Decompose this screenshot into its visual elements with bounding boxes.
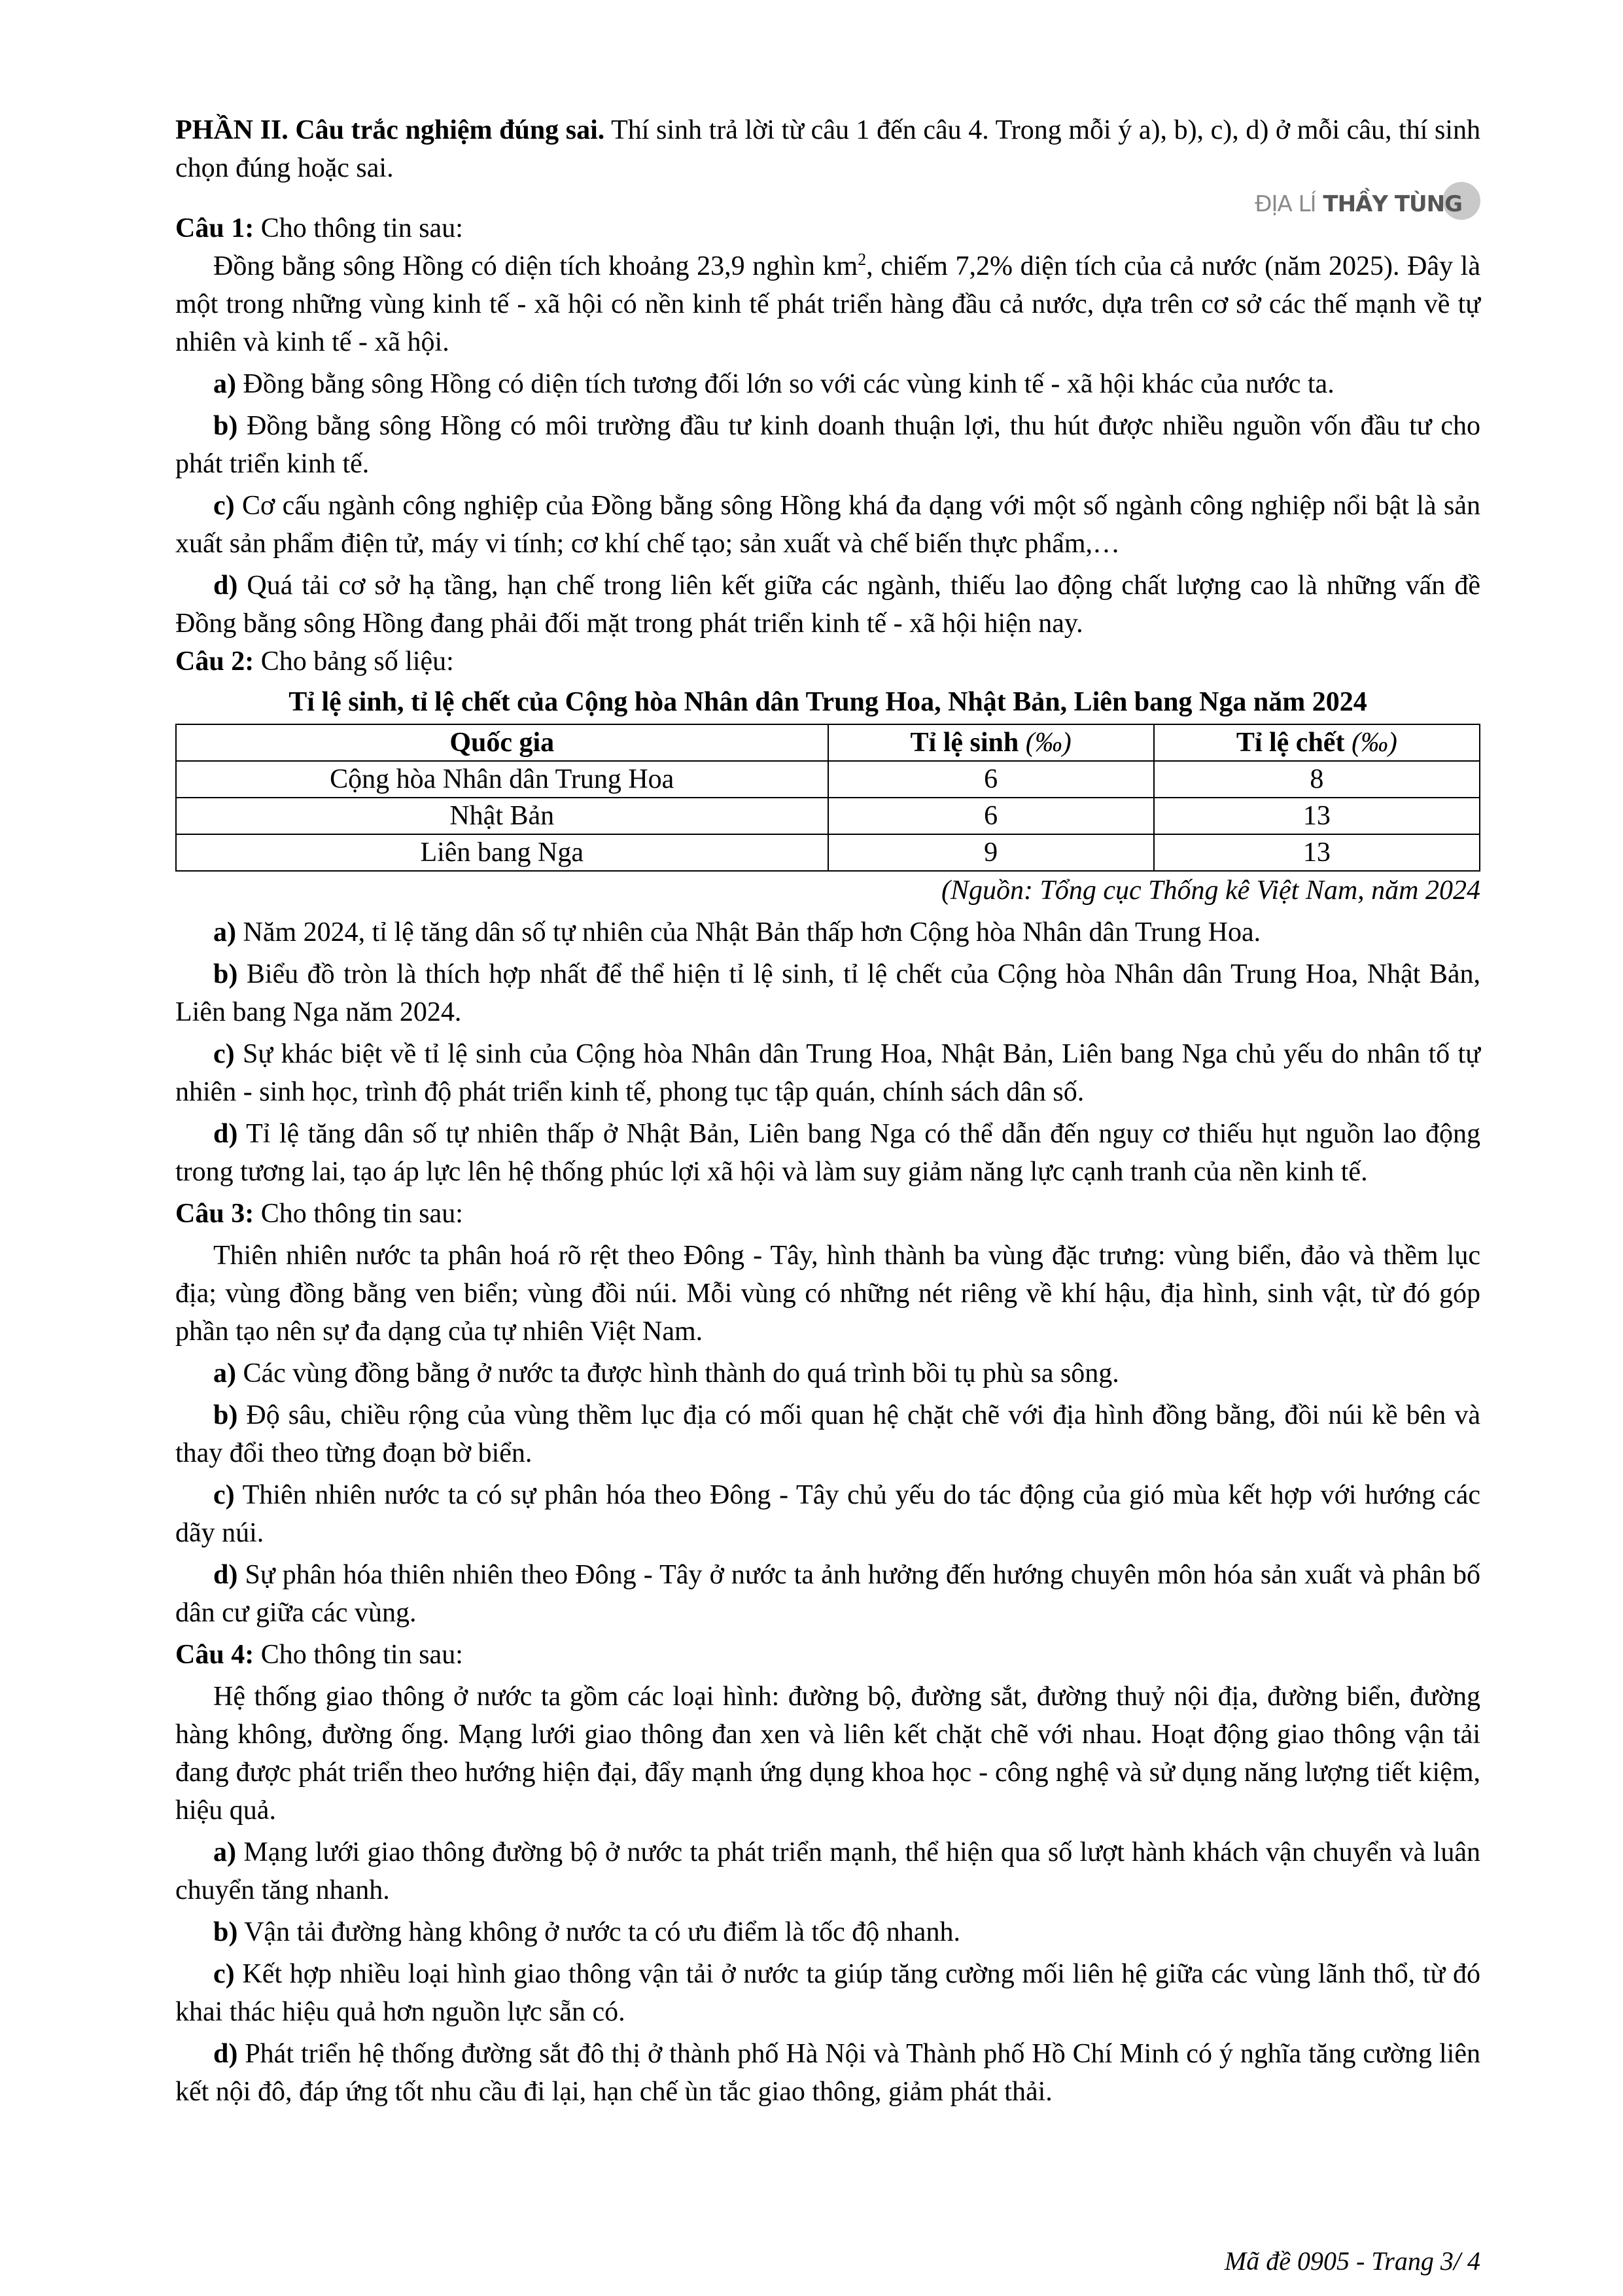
q1-item-d-text: Quá tải cơ sở hạ tầng, hạn chế trong liên kết giữa các ngành, thiếu lao động chất lượng cao là những vấn đề Đồng bằng sông Hồng đang phải đối mặt trong phát triển kinh tế - xã hội hiện nay. <box>175 571 1480 639</box>
q4-item-a-text: Mạng lưới giao thông đường bộ ở nước ta phát triển mạnh, thể hiện qua số lượt hành khách vận chuyển và luân chuyển tăng nhanh. <box>175 1837 1480 1905</box>
table-row <box>176 798 1480 834</box>
q4-item-d-text: Phát triển hệ thống đường sắt đô thị ở thành phố Hà Nội và Thành phố Hồ Chí Minh có ý nghĩa tăng cường liên kết nội đô, đáp ứng tốt nhu cầu đi lại, hạn chế ùn tắc giao thông, giảm phát thải. <box>175 2039 1480 2107</box>
q1-item-d <box>175 567 1480 643</box>
q3-item-b-key: b) <box>213 1400 238 1430</box>
q4-item-b-text: Vận tải đường hàng không ở nước ta có ưu điểm là tốc độ nhanh. <box>237 1917 960 1947</box>
q1-item-d-key: d) <box>213 571 238 601</box>
q1-passage-part-b: , chiếm 7,2% diện tích của cả nước (năm 2025). Đây là một trong những vùng kinh tế - xã hội có nền kinh tế phát triển hàng đầu cả nước, dựa trên cơ sở các thế mạnh về tự nhiên và kinh tế - xã hội. <box>175 251 1480 357</box>
col-country-name: Quốc gia <box>449 728 555 758</box>
table-cell: 13 <box>1154 834 1480 871</box>
table-title: Tỉ lệ sinh, tỉ lệ chết của Cộng hòa Nhân dân Trung Hoa, Nhật Bản, Liên bang Nga năm 2024 <box>288 687 1367 717</box>
q4-item-b-key: b) <box>213 1917 238 1947</box>
table-cell: 9 <box>828 834 1154 871</box>
q1-passage-part-a: Đồng bằng sông Hồng có diện tích khoảng 23,9 nghìn km <box>213 251 858 281</box>
q4-item-c-text: Kết hợp nhiều loại hình giao thông vận tải ở nước ta giúp tăng cường mối liên hệ giữa các vùng lãnh thổ, từ đó khai thác hiệu quả hơn nguồn lực sẵn có. <box>175 1959 1480 2027</box>
q2-heading <box>175 643 1480 680</box>
table-header-cell <box>176 724 828 761</box>
q3-item-c <box>175 1476 1480 1552</box>
q4-item-c-key: c) <box>213 1959 235 1989</box>
q3-item-b-text: Độ sâu, chiều rộng của vùng thềm lục địa có mối quan hệ chặt chẽ với địa hình đồng bằng, đồi núi kề bên và thay đổi theo từng đoạn bờ biển. <box>175 1400 1480 1468</box>
q3-label: Câu 3: <box>175 1199 254 1229</box>
data-table <box>175 724 1480 872</box>
q2-item-a-text: Năm 2024, tỉ lệ tăng dân số tự nhiên của Nhật Bản thấp hơn Cộng hòa Nhân dân Trung Hoa. <box>236 917 1261 947</box>
table-cell: Liên bang Nga <box>176 834 828 871</box>
q3-intro: Cho thông tin sau: <box>254 1199 463 1229</box>
q3-item-a <box>175 1354 1480 1392</box>
q4-item-d <box>175 2035 1480 2111</box>
q1-passage-superscript: 2 <box>858 250 867 269</box>
q3-item-d-text: Sự phân hóa thiên nhiên theo Đông - Tây ở nước ta ảnh hưởng đến hướng chuyên môn hóa sản xuất và phân bố dân cư giữa các vùng. <box>175 1560 1480 1628</box>
part-title: PHẦN II. Câu trắc nghiệm đúng sai. <box>175 115 605 145</box>
part-instruction: Thí sinh trả lời từ câu 1 đến câu 4. Trong mỗi ý a), b), c), d) ở mỗi câu, thí sinh chọn đúng hoặc sai. <box>175 115 1480 183</box>
logo-word-1: ĐỊA LÍ <box>1255 191 1316 217</box>
q2-item-c-text: Sự khác biệt về tỉ lệ sinh của Cộng hòa Nhân dân Trung Hoa, Nhật Bản, Liên bang Nga chủ yếu do nhân tố tự nhiên - sinh học, trình độ phát triển kinh tế, phong tục tập quán, chính sách dân số. <box>175 1039 1480 1107</box>
table-cell: Nhật Bản <box>176 798 828 834</box>
table-cell: 13 <box>1154 798 1480 834</box>
q2-item-d <box>175 1115 1480 1191</box>
q1-item-a-text: Đồng bằng sông Hồng có diện tích tương đối lớn so với các vùng kinh tế - xã hội khác của nước ta. <box>236 369 1335 399</box>
table-header-row <box>176 724 1480 761</box>
q1-item-c-text: Cơ cấu ngành công nghiệp của Đồng bằng sông Hồng khá đa dạng với một số ngành công nghiệp nổi bật là sản xuất sản phẩm điện tử, máy vi tính; cơ khí chế tạo; sản xuất và chế biến thực phẩm,… <box>175 491 1480 559</box>
q4-passage: Hệ thống giao thông ở nước ta gồm các loại hình: đường bộ, đường sắt, đường thuỷ nội địa, đường biển, đường hàng không, đường ống. Mạng lưới giao thông đan xen và liên kết chặt chẽ với nhau. Hoạt động giao thông vận tải đang được phát triển theo hướng hiện đại, đẩy mạnh ứng dụng khoa học - công nghệ và sử dụng năng lượng tiết kiệm, hiệu quả. <box>175 1682 1480 1826</box>
q3-item-a-key: a) <box>213 1358 236 1388</box>
q3-item-a-text: Các vùng đồng bằng ở nước ta được hình thành do quá trình bồi tụ phù sa sông. <box>236 1358 1119 1388</box>
q1-item-b-text: Đồng bằng sông Hồng có môi trường đầu tư kinh doanh thuận lợi, thu hút được nhiều nguồn vốn đầu tư cho phát triển kinh tế. <box>175 411 1480 479</box>
q3-passage: Thiên nhiên nước ta phân hoá rõ rệt theo Đông - Tây, hình thành ba vùng đặc trưng: vùng biển, đảo và thềm lục địa; vùng đồng bằng ven biển; vùng đồi núi. Mỗi vùng có những nét riêng về khí hậu, địa hình, sinh vật, từ đó góp phần tạo nên sự đa dạng của tự nhiên Việt Nam. <box>175 1241 1480 1347</box>
col-birth-name: Tỉ lệ sinh <box>910 728 1026 758</box>
table-header-cell <box>1154 724 1480 761</box>
q2-item-a <box>175 913 1480 951</box>
q2-label: Câu 2: <box>175 646 254 677</box>
logo-text <box>1255 191 1462 217</box>
table-source: (Nguồn: Tổng cục Thống kê Việt Nam, năm 2024 <box>941 875 1480 906</box>
q1-item-b-key: b) <box>213 411 238 441</box>
q3-item-d <box>175 1556 1480 1632</box>
q2-item-b <box>175 955 1480 1031</box>
q1-item-a <box>175 365 1480 403</box>
q3-item-b <box>175 1396 1480 1472</box>
q2-item-b-text: Biểu đồ tròn là thích hợp nhất để thể hiện tỉ lệ sinh, tỉ lệ chết của Cộng hòa Nhân dân Trung Hoa, Nhật Bản, Liên bang Nga năm 2024. <box>175 959 1480 1027</box>
q4-item-d-key: d) <box>213 2039 238 2069</box>
q3-item-c-key: c) <box>213 1480 235 1510</box>
table-header-cell <box>828 724 1154 761</box>
exam-page <box>175 111 1480 2111</box>
part-header <box>175 111 1480 187</box>
q1-passage <box>175 247 1480 361</box>
col-death-name: Tỉ lệ chết <box>1236 728 1352 758</box>
col-death-unit: (‰) <box>1351 728 1397 758</box>
q4-heading <box>175 1636 1480 1674</box>
table-cell: 8 <box>1154 761 1480 798</box>
q2-item-b-key: b) <box>213 959 238 989</box>
page-footer: Mã đề 0905 - Trang 3/ 4 <box>1224 2246 1480 2276</box>
table-row <box>176 834 1480 871</box>
q1-item-a-key: a) <box>213 369 236 399</box>
q1-item-c <box>175 487 1480 563</box>
q3-heading <box>175 1195 1480 1233</box>
q1-intro: Cho thông tin sau: <box>254 213 463 243</box>
q2-item-c <box>175 1035 1480 1111</box>
table-cell: Cộng hòa Nhân dân Trung Hoa <box>176 761 828 798</box>
brand-logo <box>1255 182 1480 228</box>
q1-item-c-key: c) <box>213 491 235 521</box>
q4-item-b <box>175 1913 1480 1951</box>
q2-item-c-key: c) <box>213 1039 235 1069</box>
q1-item-b <box>175 407 1480 483</box>
q2-intro: Cho bảng số liệu: <box>254 646 454 677</box>
q3-item-c-text: Thiên nhiên nước ta có sự phân hóa theo Đông - Tây chủ yếu do tác động của gió mùa kết hợp với hướng các dãy núi. <box>175 1480 1480 1548</box>
logo-word-2: THẦY TÙNG <box>1323 191 1462 217</box>
table-cell: 6 <box>828 798 1154 834</box>
q4-item-a-key: a) <box>213 1837 236 1867</box>
table-cell: 6 <box>828 761 1154 798</box>
q3-item-d-key: d) <box>213 1560 238 1590</box>
q4-label: Câu 4: <box>175 1640 254 1670</box>
q4-item-a <box>175 1833 1480 1909</box>
col-birth-unit: (‰) <box>1025 728 1072 758</box>
table-row <box>176 761 1480 798</box>
q4-item-c <box>175 1955 1480 2031</box>
q2-item-a-key: a) <box>213 917 236 947</box>
q2-item-d-key: d) <box>213 1119 238 1149</box>
q2-item-d-text: Tỉ lệ tăng dân số tự nhiên thấp ở Nhật Bản, Liên bang Nga có thể dẫn đến nguy cơ thiếu hụt nguồn lao động trong tương lai, tạo áp lực lên hệ thống phúc lợi xã hội và làm suy giảm năng lực cạnh tranh của nền kinh tế. <box>175 1119 1480 1187</box>
q4-intro: Cho thông tin sau: <box>254 1640 463 1670</box>
q1-label: Câu 1: <box>175 213 254 243</box>
